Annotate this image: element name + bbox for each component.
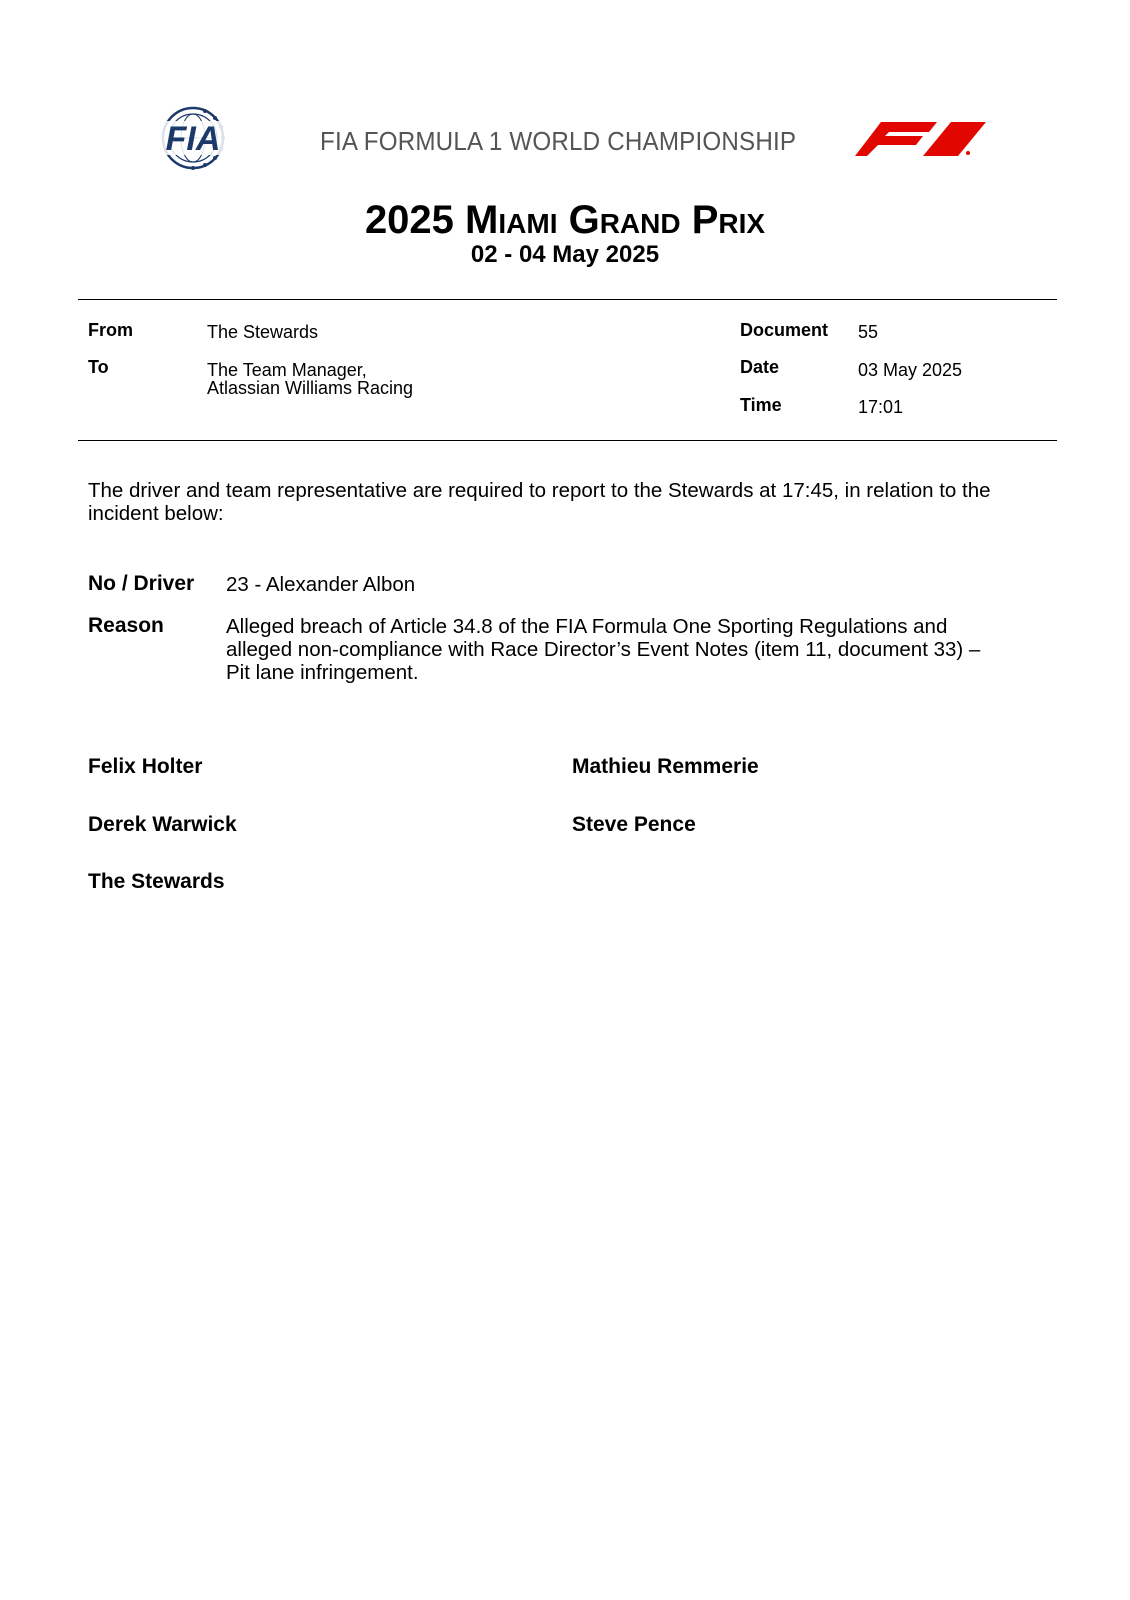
driver-value: 23 - Alexander Albon	[226, 573, 416, 596]
to-label: To	[88, 357, 109, 377]
time-label: Time	[740, 395, 782, 415]
f1-logo	[851, 120, 988, 158]
event-title	[0, 198, 1130, 243]
to-value-line1: The Team Manager,	[207, 360, 367, 380]
from-value: The Stewards	[207, 322, 319, 342]
steward-name: Steve Pence	[572, 813, 696, 836]
driver-label: No / Driver	[88, 572, 195, 595]
event-dates: 02 - 04 May 2025	[470, 241, 660, 268]
steward-name: Mathieu Remmerie	[572, 755, 759, 778]
reason-line3: Pit lane infringement.	[226, 661, 419, 684]
document-value: 55	[858, 322, 879, 342]
steward-name: Derek Warwick	[88, 813, 237, 836]
header-rule-top	[78, 299, 1057, 300]
fia-logo-text: FIA	[165, 120, 221, 158]
date-value: 03 May 2025	[858, 360, 963, 380]
stewards-signoff: The Stewards	[88, 870, 225, 893]
intro-paragraph: The driver and team representative are required to report to the Stewards at 17:45, in relation to the incident below:	[88, 479, 991, 525]
fia-logo	[145, 105, 241, 171]
reason-line2: alleged non-compliance with Race Director’s Event Notes (item 11, document 33) –	[226, 638, 981, 661]
event-title-name: Miami Grand Prix	[465, 198, 766, 242]
reason-label: Reason	[88, 614, 164, 637]
header-rule-bottom	[78, 440, 1057, 441]
steward-name: Felix Holter	[88, 755, 203, 778]
to-value-line2: Atlassian Williams Racing	[207, 378, 414, 398]
from-label: From	[88, 320, 133, 340]
championship-heading: FIA FORMULA 1 WORLD CHAMPIONSHIP	[320, 126, 797, 156]
date-label: Date	[740, 357, 780, 377]
event-title-year: 2025	[364, 198, 454, 242]
reason-line1: Alleged breach of Article 34.8 of the FIA Formula One Sporting Regulations and	[226, 615, 948, 638]
document-label: Document	[740, 320, 829, 340]
time-value: 17:01	[858, 397, 904, 417]
f1-logo-text: F1	[851, 120, 853, 121]
